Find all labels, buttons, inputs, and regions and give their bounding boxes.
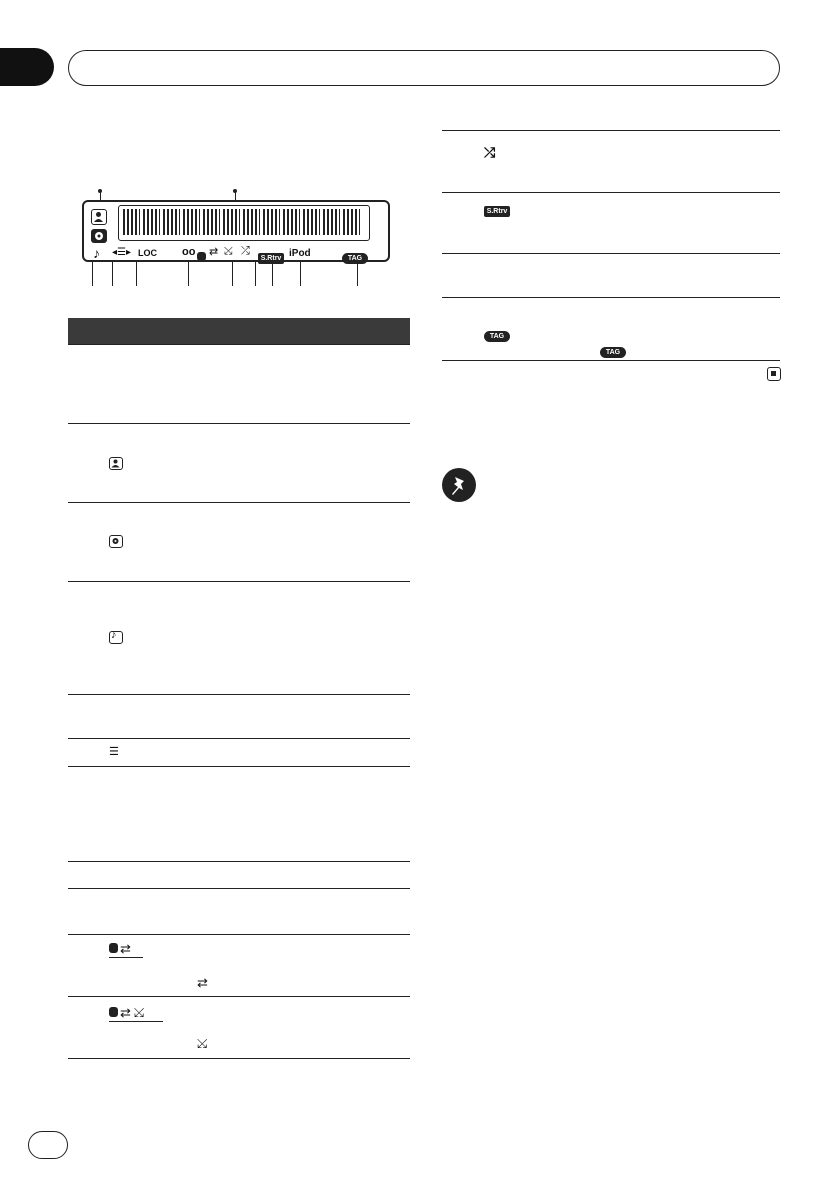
callout-tick-i: [357, 262, 358, 286]
table-rule-1: [68, 423, 410, 424]
right-rule-0: [442, 130, 780, 131]
segment-10: [303, 209, 320, 235]
callout-tick-b: [112, 262, 113, 286]
right-rule-3: [442, 297, 780, 298]
ipod-indicator: iPod: [289, 248, 311, 259]
tag-icon: TAG: [600, 341, 626, 359]
chapter-tab: [0, 48, 54, 86]
segment-12: [343, 209, 360, 235]
person-icon: [109, 457, 123, 475]
srtrv-icon: S.Rtrv: [484, 200, 510, 218]
table-rule-3: [68, 581, 410, 582]
stop-icon: [767, 367, 781, 381]
loc-indicator: LOC: [138, 248, 157, 258]
underline-folder-repeat: [109, 957, 143, 958]
callout-tick-e: [232, 262, 233, 286]
table-rule-6: [68, 766, 410, 767]
callout-tick-f: [255, 262, 256, 286]
table-rule-11: [68, 1058, 410, 1059]
table-rule-8: [68, 888, 410, 889]
table-rule-2: [68, 502, 410, 503]
callout-tick-d: [188, 262, 189, 286]
segment-8: [263, 209, 280, 235]
table-rule-9: [68, 934, 410, 935]
repeat-icon: ⇄: [197, 975, 208, 990]
callout-tick-g: [272, 262, 273, 286]
table-rule-10: [68, 996, 410, 997]
person-icon: [91, 209, 107, 230]
table-header-bar: [68, 318, 410, 344]
tag-icon: TAG: [484, 325, 510, 343]
segment-1: [123, 209, 140, 235]
table-rule-7: [68, 861, 410, 862]
right-rule-1: [442, 192, 780, 193]
repeat-icon: ⇄: [209, 246, 219, 258]
folder-repeat-icon: ⇄: [109, 940, 131, 958]
segment-2: [143, 209, 160, 235]
shuffle-icon: ⤮: [241, 245, 250, 257]
table-rule-0: [68, 344, 410, 345]
list-indicator-icon: ◂☰▸: [112, 247, 132, 258]
segment-6: [223, 209, 240, 235]
right-rule-2: [442, 253, 780, 254]
segment-5: [203, 209, 220, 235]
callout-tick-c: [136, 262, 137, 286]
segment-9: [283, 209, 300, 235]
page-number-badge: [28, 1131, 68, 1159]
callout-tick-a: [92, 262, 93, 286]
callout-tick-h: [300, 262, 301, 286]
important-pushpin-icon: [442, 468, 476, 502]
folder-repeat-random-icon: ⇄ ⤩: [109, 1004, 144, 1022]
right-rule-4: [442, 360, 780, 361]
disc-icon: [109, 535, 123, 553]
table-rule-5: [68, 738, 410, 739]
stereo-indicator-icon: oo: [182, 246, 196, 258]
segment-11: [323, 209, 340, 235]
random-icon: ⤩: [224, 245, 233, 257]
shuffle-icon: ⤮: [484, 144, 496, 160]
folder-repeat-icon: [197, 248, 206, 266]
random-icon: ⤩: [197, 1036, 208, 1051]
underline-folder-repeat-random: [109, 1021, 163, 1022]
tag-indicator: TAG: [342, 247, 368, 265]
callout-dot-2: [233, 189, 237, 193]
list-icon: ☰: [109, 746, 119, 758]
segment-3: [163, 209, 180, 235]
music-note-icon: ♪: [109, 631, 123, 649]
music-note-icon: ♪: [93, 245, 100, 261]
segment-7: [243, 209, 260, 235]
table-rule-4: [68, 694, 410, 695]
callout-dot-1: [98, 189, 102, 193]
segment-4: [183, 209, 200, 235]
section-header: [68, 50, 780, 86]
srtrv-indicator: S.Rtrv: [258, 247, 284, 265]
character-segment-display: [118, 205, 370, 241]
